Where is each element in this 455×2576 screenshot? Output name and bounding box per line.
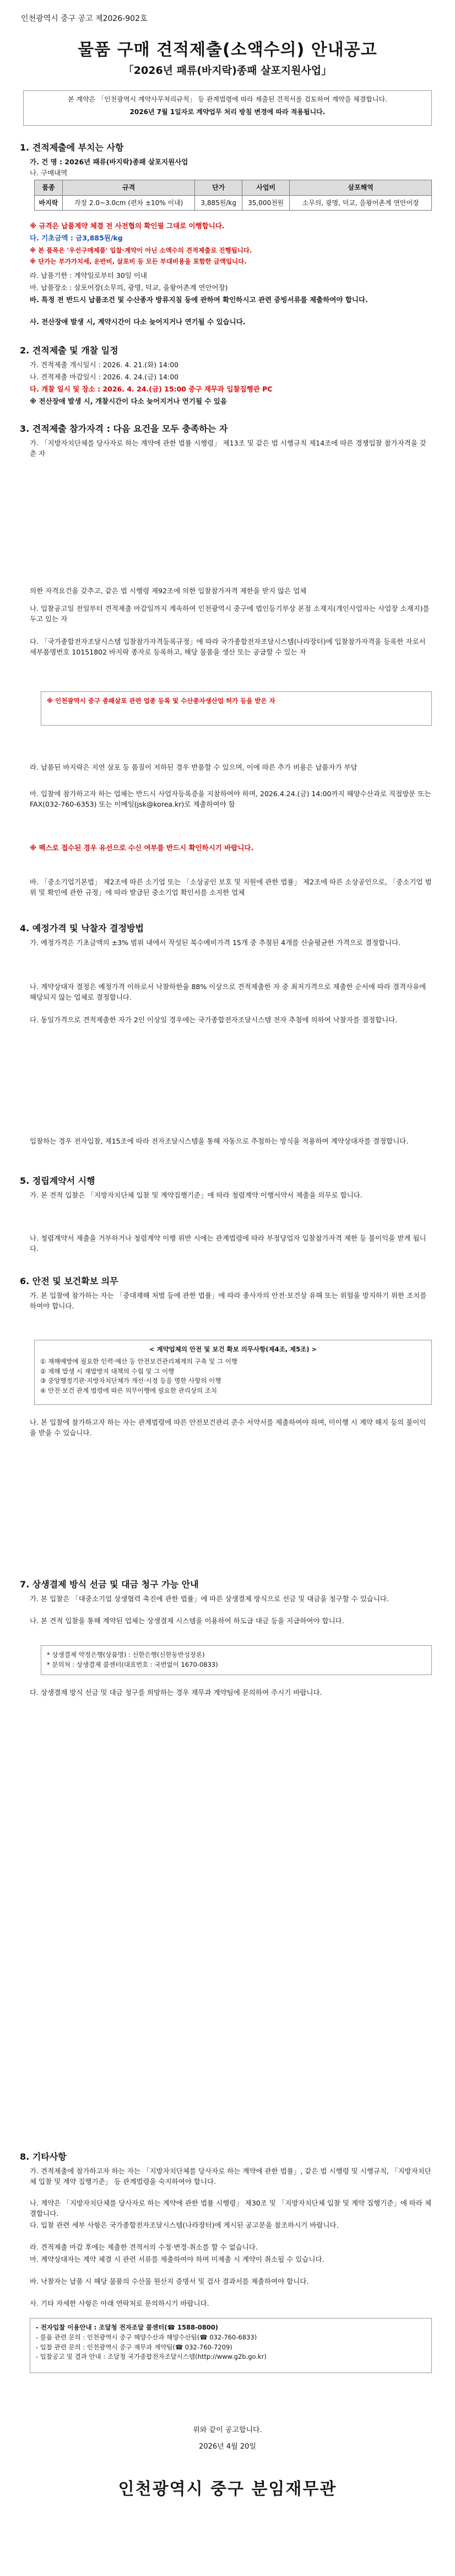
s1-delivery-place: 마. 납품장소 : 살포어장(소무의, 광명, 덕교, 을왕어촌계 연안어장)	[30, 283, 228, 292]
s7-item-c: 다. 상생결제 방식 선금 및 대금 청구를 희망하는 경우 재무과 계약팀에 문의하여 주시기 바랍니다.	[30, 1688, 322, 1697]
intro-line-2: 2026년 7월 1일자로 계약업무 처리 방침 변경에 따라 적용됩니다.	[129, 108, 326, 116]
contact-line: - 입찰공고 및 결과 안내 : 조달청 국가종합전자조달시스템(http://www.g2b.go.kr)	[36, 2353, 267, 2361]
section-3-heading: 3. 견적제출 참가자격 : 다음 요건을 모두 충족하는 자	[20, 423, 228, 434]
table-header: 살포해역	[290, 180, 432, 196]
s2-end: 나. 견적제출 마감일시 : 2026. 4. 24.(금) 14:00	[30, 373, 179, 381]
notice-title: 물품 구매 견적제출(소액수의) 안내공고	[78, 40, 377, 60]
section-8-heading: 8. 기타사항	[20, 2151, 67, 2162]
section-7-heading: 7. 상생결제 방식 선금 및 대금 청구 가능 안내	[20, 1579, 199, 1590]
s7-item-a: 가. 본 입찰은 「대중소기업 상생협력 촉진에 관한 법률」에 따른 상생결제 방식으로 선금 및 대금을 청구할 수 있습니다.	[30, 1595, 389, 1603]
notice-subtitle: 「2026년 패류(바지락)종패 살포지원사업」	[123, 65, 332, 77]
s6-obligation-box	[34, 1340, 432, 1405]
s8-contact-box	[30, 2318, 432, 2373]
s2-start: 가. 견적제출 개시일시 : 2026. 4. 21.(화) 14:00	[30, 361, 179, 369]
s8-line: 라. 견적제출 마감 후에는 제출한 견적서의 수정·변경·취소를 할 수 없습니다.	[30, 2243, 258, 2251]
table-header: 단가	[195, 180, 242, 196]
s3-item-b: 나. 입찰공고일 전일부터 견적제출 마감일까지 계속하여 인천광역시 중구에 법인등기부상 본점 소재지(개인사업자는 사업장 소재지)를 두고 있는 자	[30, 604, 430, 624]
intro-line-1: 본 계약은 「인천광역시 계약사무처리규칙」 등 관계법령에 따라 제출된 견적서를 검토하여 계약을 체결합니다.	[68, 95, 387, 103]
s1-condition: 바. 특정 전 반드시 납품조건 및 수산종자 방류지침 등에 관하여 확인하시고 관련 증빙서류를 제출하여야 합니다.	[30, 296, 368, 304]
s5-item-a: 가. 본 견적 입찰은 「지방자치단체 입찰 및 계약집행기준」에 따라 청렴계약 이행서약서 제출을 의무로 합니다.	[30, 1191, 362, 1199]
contact-line: - 물품 관련 문의 : 인천광역시 중구 해양수산과 해양수산팀(☎ 032-760-6833)	[36, 2333, 257, 2341]
s5-item-b: 나. 청렴계약서 제출을 거부하거나 청렴계약 이행 위반 시에는 관계법령에 따라 부정당업자 입찰참가자격 제한 등 불이익을 받게 됩니다.	[30, 1234, 426, 1253]
table-header: 품종	[35, 180, 63, 196]
s3-note-text: ※ 인천광역시 중구 종패살포 관련 업종 등록 및 수산종자생산업 허가 등을 받은 자	[47, 697, 275, 705]
s6-box-line: ③ 중앙행정기관·지방자치단체가 개선·시정 등을 명한 사항의 이행	[40, 1377, 221, 1385]
s1-item-name: 가. 건 명 : 2026년 패류(바지락)종패 살포지원사업	[30, 158, 188, 166]
s2-outage-note: ※ 전산장애 발생 시, 개찰시간이 다소 늦어지거나 연기될 수 있음	[30, 397, 227, 405]
s7-box-line: * 문의처 : 상생결제 콜센터(대표번호 : 국번없이 1670-0833)	[47, 1660, 218, 1668]
section-1-heading: 1. 견적제출에 부치는 사항	[20, 142, 124, 153]
base-price-text: 다. 기초금액 : 금3,885원/kg	[30, 234, 123, 242]
s8-line: 마. 계약상대자는 계약 체결 시 관련 서류를 제출하여야 하며 미제출 시 계약이 취소될 수 있습니다.	[30, 2255, 324, 2263]
s1-note-1: ※ 규격은 납품계약 체결 전 사전협의 확인필 그대로 이행합니다.	[30, 222, 225, 230]
s4-item-c-cont: 입찰하는 경우 전자입찰, 제15조에 따라 전자조달시스템을 통해 자동으로 추첨하는 방식을 적용하여 계약상대자를 결정합니다.	[30, 1137, 409, 1145]
s6-box-line: ④ 안전·보건 관계 법령에 따른 의무이행에 필요한 관리상의 조치	[40, 1387, 217, 1395]
s6-box-title: < 계약업체의 안전 및 보건 확보 의무사항(제4조, 제5조) >	[149, 1345, 317, 1353]
contact-line: - 전자입찰 이용안내 : 조달청 전자조달 콜센터(☎ 1588-0800)	[36, 2323, 218, 2331]
s8-line: 나. 계약은 「지방자치단체를 당사자로 하는 계약에 관한 법률 시행령」 제30조 및 「지방자치단체 입찰 및 계약 집행기준」에 따라 체결합니다.	[30, 2199, 432, 2218]
s1-outage-note: 사. 전산장애 발생 시, 계약시간이 다소 늦어지거나 연기될 수 있습니다.	[30, 318, 246, 326]
table-cell: 소무의, 광명, 덕교, 을왕어촌계 연안어장	[290, 195, 432, 211]
table-header: 규격	[62, 180, 194, 196]
s3-item-f: 바. 「중소기업기본법」 제2조에 따른 소기업 또는 「소상공인 보호 및 지원에 관한 법률」 제2조에 따른 소상공인으로, 「중소기업 범위 및 확인에 관한 규정」에 따라 발급된 중소기업 확인서를 소지한 업체	[30, 878, 432, 897]
s8-line: 다. 입찰 관련 세부 사항은 국가종합전자조달시스템(나라장터)에 게시된 공고문을 참조하시기 바랍니다.	[30, 2221, 339, 2229]
section-2-heading: 2. 견적제출 및 개찰 일정	[20, 345, 118, 356]
intro-box	[23, 90, 432, 126]
s3-item-e	[30, 788, 432, 810]
s1-purchase-list: 나. 구매내역	[30, 169, 68, 177]
table-cell: 3,885원/kg	[195, 195, 242, 211]
purchase-table	[34, 180, 432, 211]
s6-box-line: ① 재해예방에 필요한 인력·예산 등 안전보건관리체계의 구축 및 그 이행	[40, 1357, 237, 1365]
s3-item-a: 가. 「지방자치단체를 당사자로 하는 계약에 관한 법률 시행령」 제13조 및 같은 법 시행규칙 제14조에 따른 경쟁입찰 참가자격을 갖춘 자	[30, 439, 427, 458]
s8-line: 바. 낙찰자는 납품 시 해당 물품의 수산물 원산지 증명서 및 검사 결과서를 제출하여야 합니다.	[30, 2277, 309, 2285]
s4-item-b: 나. 계약상대자 결정은 예정가격 이하로서 낙찰하한율 88% 이상으로 견적제출한 자 중 최저가격으로 제출한 순서에 따라 결격사유에 해당되지 않는 업체로 결정합니다.	[30, 983, 426, 1002]
section-4-heading: 4. 예정가격 및 낙찰자 결정방법	[20, 923, 144, 933]
notice-number: 인천광역시 중구 공고 제2026-902호	[21, 14, 148, 23]
s6-item-a: 가. 본 입찰에 참가하는 자는 「중대재해 처벌 등에 관한 법률」에 따라 종사자의 안전·보건상 유해 또는 위험을 방지하기 위한 조치를 하여야 합니다.	[30, 1291, 427, 1311]
s4-item-c: 다. 동일가격으로 견적제출한 자가 2인 이상일 경우에는 국가종합전자조달시스템 전자 추첨에 의하여 낙찰자를 결정합니다.	[30, 1016, 398, 1024]
s3-item-e-text: 마. 입찰에 참가하고자 하는 업체는 반드시 사업자등록증을 지참하여야 하며, 2026.4.24.(금) 14:00까지 해양수산과로 직접방문 또는 FAX(032-760-6353) 또는 이메일(jsk@korea.kr)로 제출하여야 함	[30, 790, 431, 809]
s1-note-2: ※ 본 품목은 '우선구매제품' 입찰·계약이 아닌 소액수의 견적제출로 진행됩니다.	[30, 246, 252, 254]
s3-fax-note: ※ 팩스로 접수된 경우 유선으로 수신 여부를 반드시 확인하시기 바랍니다.	[30, 844, 254, 852]
s6-item-b: 나. 본 입찰에 참가하고자 하는 자는 관계법령에 따른 안전보건관리 준수 서약서를 제출하여야 하며, 미이행 시 계약 해지 등의 불이익을 받을 수 있습니다.	[30, 1418, 426, 1437]
s3-item-c: 다. 「국가종합전자조달시스템 입찰참가자격등록규정」에 따라 국가종합전자조달시스템(나라장터)에 입찰참가자격을 등록한 자로서 세부품명번호 10151802 바지락 종자로 등록하고, 해당 물품을 생산 또는 공급할 수 있는 자	[30, 637, 426, 657]
s7-box-line: * 상생결제 약정은행(상품명) : 신한은행(신한동반성장론)	[47, 1651, 205, 1659]
s2-opening-text: 다. 개찰 일시 및 장소 : 2026. 4. 24.(금) 15:00 중구 재무과 입찰집행관 PC	[30, 385, 273, 393]
table-cell: 35,000천원	[242, 195, 290, 211]
s1-delivery-deadline: 라. 납품기한 : 계약일로부터 30일 이내	[30, 271, 148, 280]
section-6-heading: 6. 안전 및 보건확보 의무	[20, 1276, 118, 1286]
s3-note-box	[41, 691, 432, 726]
s4-item-a: 가. 예정가격은 기초금액의 ±3% 범위 내에서 작성된 복수예비가격 15개 중 추첨된 4개를 산술평균한 가격으로 결정합니다.	[30, 938, 401, 947]
issuing-organization: 인천광역시 중구 분임재무관	[118, 2480, 337, 2499]
closing-text: 위와 같이 공고합니다.	[193, 2426, 262, 2434]
s3-item-a-cont: 의한 자격요건을 갖추고, 같은 법 시행령 제92조에 의한 입찰참가자격 제한을 받지 않은 업체	[30, 587, 307, 595]
table-cell: 바지락	[35, 195, 63, 211]
table-header: 사업비	[242, 180, 290, 196]
contact-line: - 입찰 관련 문의 : 인천광역시 중구 재무과 계약팀(☎ 032-760-7209)	[36, 2343, 232, 2351]
s8-line: 가. 견적제출에 참가하고자 하는 자는 「지방자치단체를 당사자로 하는 계약에 관한 법률」, 같은 법 시행령 및 시행규칙, 「지방자치단체 입찰 및 계약 집행기준」 등 관계법령을 숙지하여야 합니다.	[30, 2167, 431, 2186]
section-5-heading: 5. 정립계약서 시행	[20, 1176, 95, 1186]
s6-box-line: ② 재해 발생 시 재발방지 대책의 수립 및 그 이행	[40, 1367, 175, 1375]
s8-line: 사. 기타 자세한 사항은 아래 연락처로 문의하시기 바랍니다.	[30, 2299, 209, 2307]
s1-note-3: ※ 단가는 부가가치세, 운반비, 살포비 등 모든 부대비용을 포함한 금액입니다.	[30, 257, 247, 265]
s2-opening	[30, 384, 432, 394]
notice-date: 2026년 4월 20일	[199, 2443, 256, 2451]
table-cell: 각장 2.0~3.0cm (편차 ±10% 이내)	[62, 195, 194, 211]
s7-item-b: 나. 본 견적 입찰을 통해 계약된 업체는 상생결제 시스템을 이용하여 하도급 대금 등을 지급하여야 합니다.	[30, 1617, 344, 1625]
s7-info-box	[41, 1645, 432, 1675]
s1-base-price	[30, 233, 432, 243]
table-row	[35, 195, 432, 211]
s3-item-d: 라. 납품된 바지락은 지연 살포 등 품질이 저하된 경우 반품할 수 있으며, 이에 따른 추가 비용은 납품자가 부담	[30, 763, 358, 771]
